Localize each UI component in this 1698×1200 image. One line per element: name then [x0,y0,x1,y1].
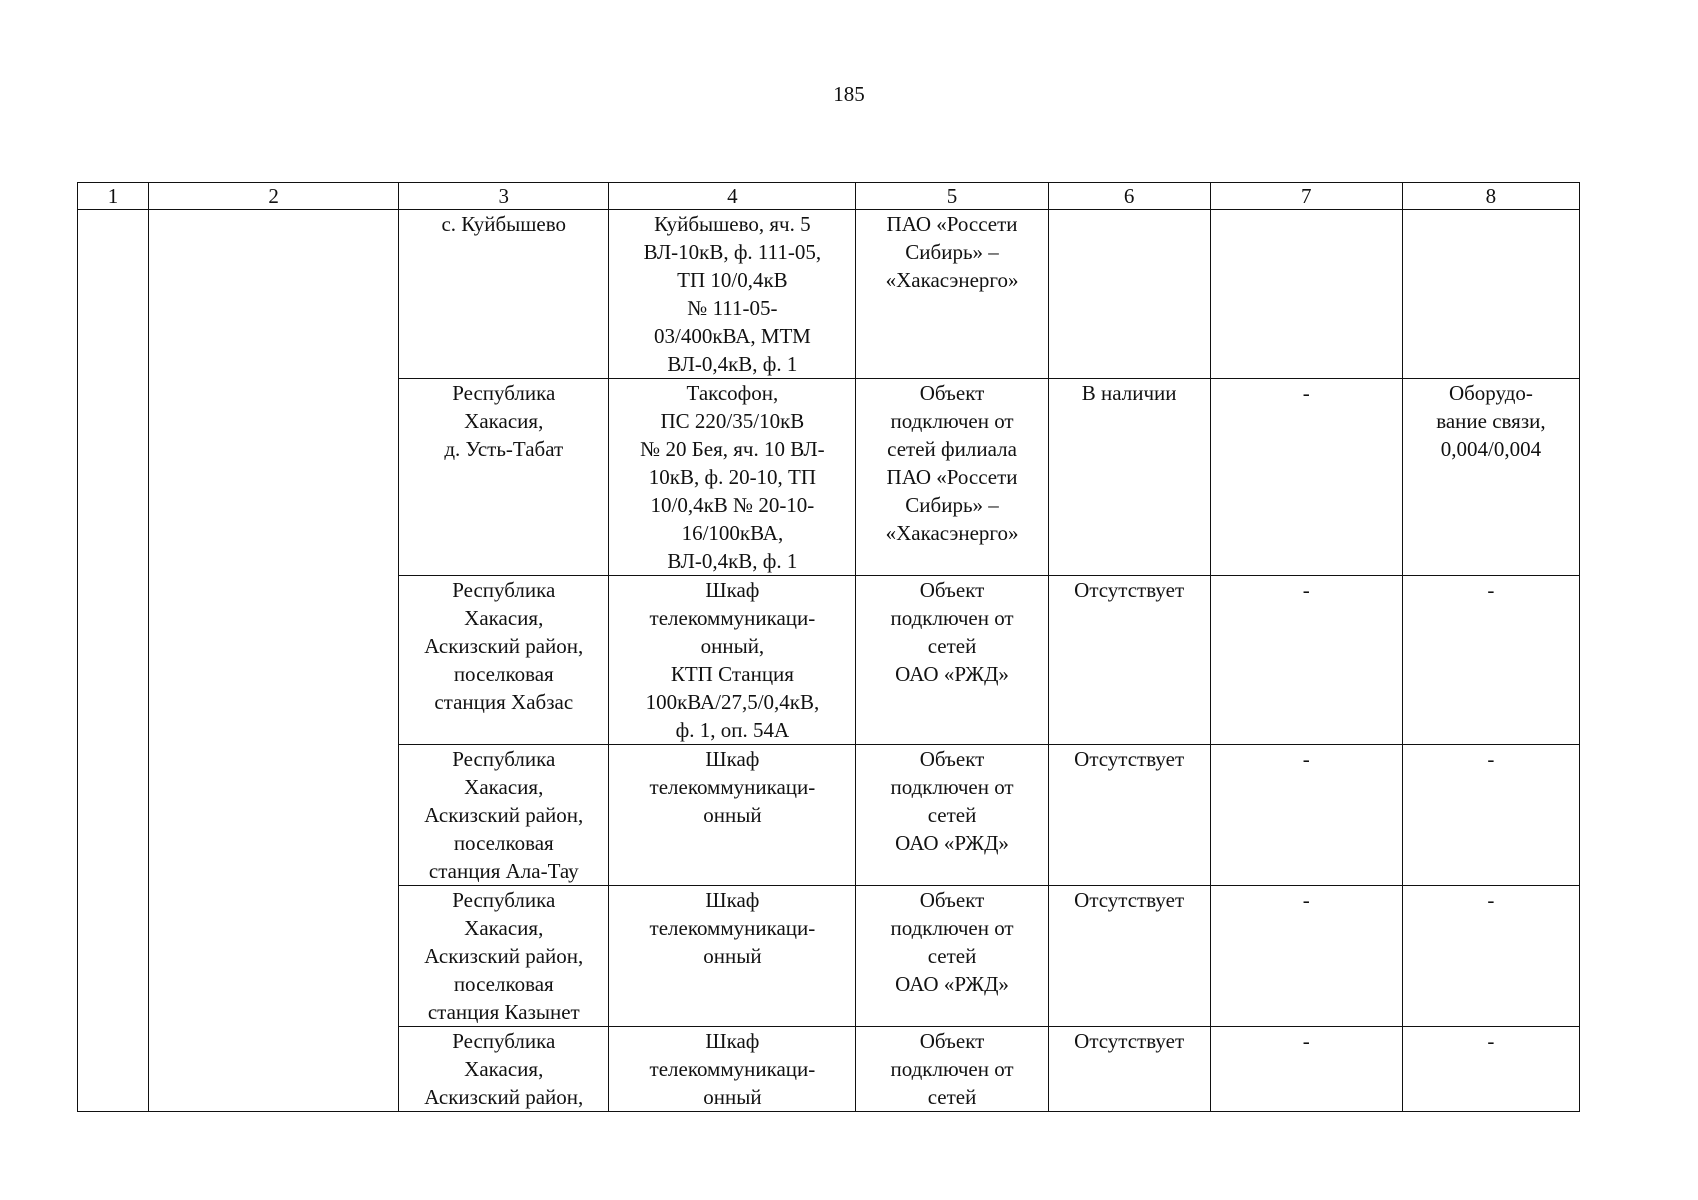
availability-cell: Отсутствует [1048,1027,1210,1112]
connection-point-cell: Таксофон, ПС 220/35/10кВ № 20 Бея, яч. 10 ВЛ- 10кВ, ф. 20-10, ТП 10/0,4кВ № 20-10- 16/100кВА, ВЛ-0,4кВ, ф. 1 [609,379,856,576]
header-row [78,183,1580,210]
column-7-cell: - [1210,576,1402,745]
column-8-cell [1402,210,1579,379]
column-8-cell: - [1402,576,1579,745]
availability-cell: В наличии [1048,379,1210,576]
column-7-cell [1210,210,1402,379]
network-owner-cell: Объект подключен от сетей филиала ПАО «Россети Сибирь» – «Хакасэнерго» [856,379,1048,576]
availability-cell: Отсутствует [1048,886,1210,1027]
connection-point-cell: Куйбышево, яч. 5 ВЛ-10кВ, ф. 111-05, ТП 10/0,4кВ № 111-05- 03/400кВА, МТМ ВЛ-0,4кВ, ф. 1 [609,210,856,379]
column-8-cell: - [1402,1027,1579,1112]
column-8-cell: - [1402,886,1579,1027]
settlement-cell: Республика Хакасия, Аскизский район, поселковая станция Хабзас [399,576,609,745]
page-number: 185 [833,82,865,106]
column-7-cell: - [1210,886,1402,1027]
network-owner-cell: ПАО «Россети Сибирь» – «Хакасэнерго» [856,210,1048,379]
settlement-cell: с. Куйбышево [399,210,609,379]
availability-cell: Отсутствует [1048,745,1210,886]
settlement-cell: Республика Хакасия, д. Усть-Табат [399,379,609,576]
column-header-6: 6 [1048,183,1210,210]
data-table [77,182,1580,1112]
column-header-5: 5 [856,183,1048,210]
connection-point-cell: Шкаф телекоммуникаци- онный [609,1027,856,1112]
connection-point-cell: Шкаф телекоммуникаци- онный, КТП Станция 100кВА/27,5/0,4кВ, ф. 1, оп. 54А [609,576,856,745]
column-header-1: 1 [78,183,149,210]
settlement-cell: Республика Хакасия, Аскизский район, [399,1027,609,1112]
column-header-3: 3 [399,183,609,210]
column-header-8: 8 [1402,183,1579,210]
network-owner-cell: Объект подключен от сетей ОАО «РЖД» [856,745,1048,886]
availability-cell: Отсутствует [1048,576,1210,745]
column-8-cell: Оборудо- вание связи, 0,004/0,004 [1402,379,1579,576]
column-7-cell: - [1210,379,1402,576]
network-owner-cell: Объект подключен от сетей [856,1027,1048,1112]
connection-point-cell: Шкаф телекоммуникаци- онный [609,886,856,1027]
availability-cell [1048,210,1210,379]
settlement-cell: Республика Хакасия, Аскизский район, поселковая станция Казынет [399,886,609,1027]
column-1-cell [78,210,149,1112]
column-7-cell: - [1210,745,1402,886]
connection-point-cell: Шкаф телекоммуникаци- онный [609,745,856,886]
column-header-4: 4 [609,183,856,210]
column-7-cell: - [1210,1027,1402,1112]
settlement-cell: Республика Хакасия, Аскизский район, поселковая станция Ала-Тау [399,745,609,886]
network-owner-cell: Объект подключен от сетей ОАО «РЖД» [856,576,1048,745]
column-header-7: 7 [1210,183,1402,210]
column-2-cell [149,210,399,1112]
column-8-cell: - [1402,745,1579,886]
table-row [78,210,1580,379]
column-header-2: 2 [149,183,399,210]
network-owner-cell: Объект подключен от сетей ОАО «РЖД» [856,886,1048,1027]
